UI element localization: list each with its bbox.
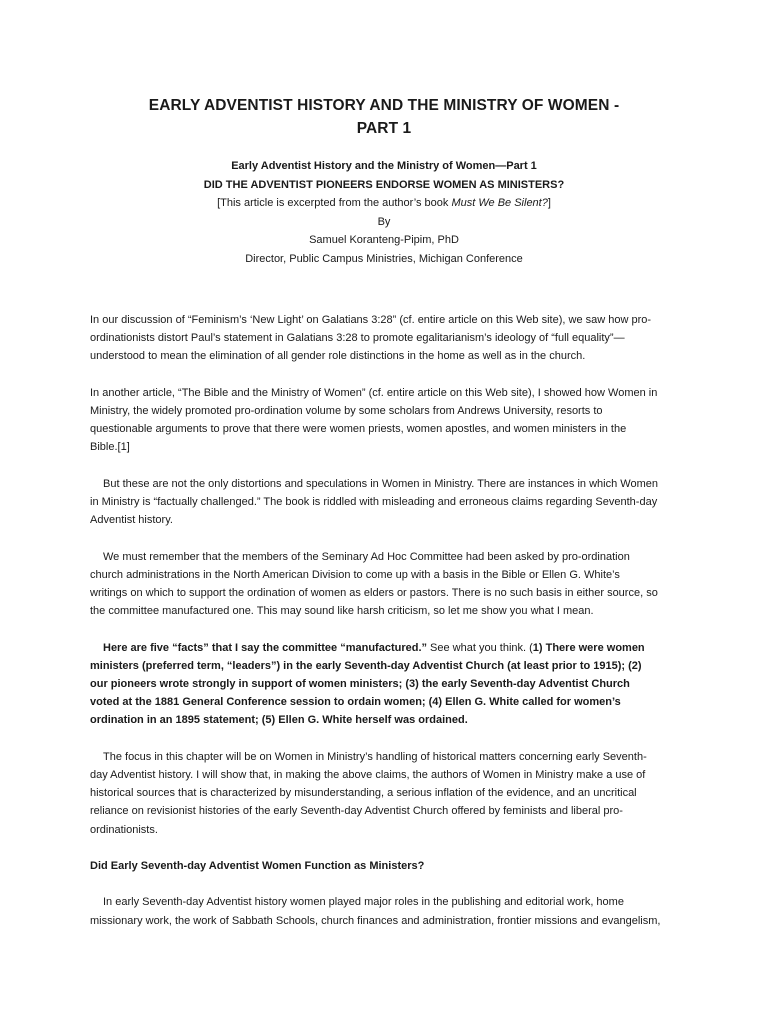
- excerpt-suffix: ]: [547, 197, 551, 209]
- text-line: In early Seventh-day Adventist history women played major roles in the publishing and editorial work, home: [103, 896, 624, 909]
- text-line: Adventist history.: [90, 514, 173, 527]
- document-title: [60, 94, 708, 140]
- text-line: ordination in an 1895 statement; (5) Ellen G. White herself was ordained.: [90, 714, 468, 727]
- text-line: ordinationists.: [90, 823, 158, 836]
- text-line: The focus in this chapter will be on Women in Ministry’s handling of historical matters concerning early Seventh-: [103, 750, 647, 763]
- paragraph-1: [90, 311, 682, 366]
- text-line: our pioneers wrote strongly in support of women ministers; (3) the early Seventh-day Adventist Church: [90, 678, 630, 690]
- article-body: [90, 311, 682, 948]
- by-line: By: [377, 215, 391, 228]
- text-line: church administrations in the North American Division to come up with a basis in the Bible or Ellen G. White’s: [90, 568, 620, 581]
- text-line: ministers (preferred term, “leaders”) in the early Seventh-day Adventist Church (at least prior to 1915); (2): [90, 659, 642, 672]
- book-title: Must We Be Silent?: [451, 197, 548, 209]
- excerpt-note: [60, 194, 708, 213]
- text-line: [90, 639, 682, 657]
- text-line: ordinationists distort Paul’s statement in Galatians 3:28 to promote egalitarianism’s ideology of “full equality”—: [90, 332, 625, 345]
- title-line-1: EARLY ADVENTIST HISTORY AND THE MINISTRY OF WOMEN -: [148, 97, 620, 114]
- text-line: In our discussion of “Feminism’s ‘New Light’ on Galatians 3:28” (cf. entire article on this Web site), we saw how pro-: [90, 314, 652, 326]
- text-line: reliance on revisionist histories of the early Seventh-day Adventist Church offered by feminists and liberal pro-: [90, 805, 623, 818]
- paragraph-6: [90, 748, 682, 839]
- bold-text: 1) There were women: [532, 641, 645, 654]
- text-line: Bible.[1]: [90, 441, 130, 454]
- section-heading: Did Early Seventh-day Adventist Women Function as Ministers?: [90, 860, 425, 872]
- title-line-2: PART 1: [356, 120, 412, 137]
- text-line: Ministry, the widely promoted pro-ordination volume by some scholars from Andrews University, resorts to: [90, 405, 603, 417]
- text-line: We must remember that the members of the Seminary Ad Hoc Committee had been asked by pro-ordination: [103, 550, 630, 563]
- text-line: missionary work, the work of Sabbath Schools, church finances and administration, frontier missions and evangelism,: [90, 914, 661, 927]
- text-line: In another article, “The Bible and the Ministry of Women” (cf. entire article on this Web site), I showed how Women in: [90, 386, 658, 399]
- text-line: questionable arguments to prove that there were women priests, women apostles, and women ministers in the: [90, 423, 627, 436]
- text-line: day Adventist history. I will show that, in making the above claims, the authors of Women in Ministry make a use of: [90, 769, 646, 781]
- text-line: in Ministry is “factually challenged.” The book is riddled with misleading and erroneous claims regarding Seventh-day: [90, 496, 658, 508]
- paragraph-5: [90, 639, 682, 730]
- bold-lead: Here are five “facts” that I say the committee “manufactured.”: [103, 641, 427, 654]
- paragraph-2: [90, 384, 682, 457]
- article-header: [60, 157, 708, 268]
- paragraph-3: [90, 475, 682, 530]
- text-line: But these are not the only distortions and speculations in Women in Ministry. There are instances in which Women: [103, 477, 658, 490]
- author-name: Samuel Koranteng-Pipim, PhD: [309, 234, 459, 246]
- excerpt-prefix: [This article is excerpted from the author’s book: [217, 197, 452, 209]
- text-line: historical sources that is characterized by misunderstanding, a serious inflation of the evidence, and an uncritical: [90, 787, 637, 800]
- normal-text: See what you think. (: [427, 641, 533, 654]
- paragraph-7: [90, 893, 682, 929]
- text-line: understood to mean the elimination of all gender role distinctions in the home as well as in the church.: [90, 350, 586, 363]
- paragraph-4: [90, 548, 682, 621]
- article-subtitle: Early Adventist History and the Ministry of Women—Part 1: [231, 160, 537, 172]
- text-line: voted at the 1881 General Conference session to ordain women; (4) Ellen G. White called for women’s: [90, 696, 621, 709]
- author-affiliation: Director, Public Campus Ministries, Michigan Conference: [245, 252, 523, 265]
- article-question: DID THE ADVENTIST PIONEERS ENDORSE WOMEN AS MINISTERS?: [203, 178, 565, 191]
- text-line: the committee manufactured one. This may sound like harsh criticism, so let me show you what I mean.: [90, 605, 594, 618]
- text-line: writings on which to support the ordination of women as elders or pastors. There is no such basis in either source, so: [90, 587, 658, 599]
